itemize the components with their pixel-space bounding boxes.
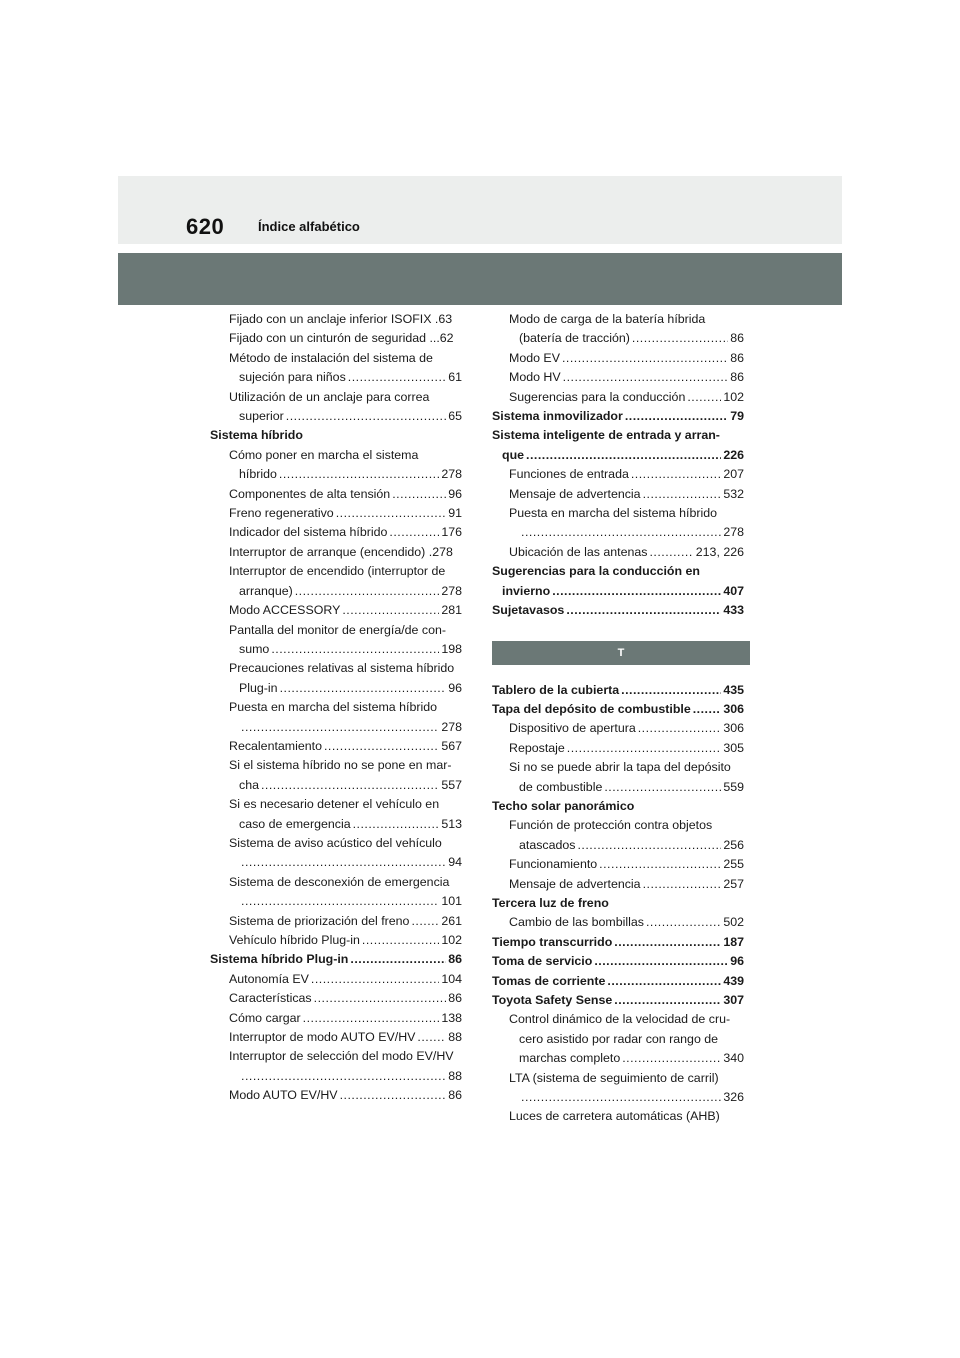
index-entry-text: Función de protección contra objetos bbox=[509, 818, 713, 833]
index-entry-page: 86 bbox=[730, 370, 744, 385]
index-entry-page: 278 bbox=[441, 719, 462, 734]
index-entry-page: 176 bbox=[441, 525, 462, 540]
index-entry-page: 86 bbox=[448, 1088, 462, 1103]
index-entry bbox=[210, 388, 462, 407]
dot-leader bbox=[348, 368, 446, 387]
dot-leader bbox=[566, 601, 721, 620]
index-entry-text: Vehículo híbrido Plug-in bbox=[229, 933, 360, 947]
index-entry bbox=[492, 816, 744, 835]
index-entry bbox=[492, 329, 744, 348]
index-entry bbox=[492, 681, 744, 700]
dot-leader bbox=[563, 368, 729, 387]
index-entry-page: 278 bbox=[723, 525, 744, 540]
index-entry-text: Mensaje de advertencia bbox=[509, 876, 641, 891]
index-entry bbox=[210, 950, 462, 969]
index-entry-page: 61 bbox=[448, 370, 462, 385]
index-column-right bbox=[492, 310, 744, 1127]
dot-leader bbox=[336, 504, 447, 523]
index-entry-text: Techo solar panorámico bbox=[492, 798, 635, 813]
dot-leader bbox=[362, 931, 439, 950]
index-entry bbox=[210, 485, 462, 504]
dot-leader bbox=[521, 523, 721, 542]
index-entry bbox=[492, 1049, 744, 1068]
index-entry-page: 256 bbox=[723, 837, 744, 852]
index-entry bbox=[492, 894, 744, 913]
index-entry-text: Freno regenerativo bbox=[229, 506, 334, 521]
dot-leader bbox=[241, 1067, 446, 1086]
letter-header-t: T bbox=[492, 641, 750, 665]
index-entry bbox=[210, 912, 462, 931]
dot-leader bbox=[295, 582, 440, 601]
index-entry-text: Tercera luz de freno bbox=[492, 895, 609, 910]
index-entry bbox=[492, 407, 744, 426]
index-entry-text: Toyota Safety Sense bbox=[492, 993, 613, 1007]
index-entry-text: Utilización de un anclaje para correa bbox=[229, 389, 430, 404]
index-entry bbox=[210, 329, 462, 348]
index-entry bbox=[492, 972, 744, 991]
index-entry-page: 207 bbox=[723, 467, 744, 482]
index-entry bbox=[492, 1030, 744, 1049]
index-entry bbox=[492, 1107, 744, 1126]
index-entry-text: superior bbox=[239, 409, 284, 424]
index-entry-page: 94 bbox=[448, 855, 462, 870]
index-entry bbox=[210, 679, 462, 698]
index-entry-text: de combustible bbox=[519, 779, 603, 794]
dot-leader bbox=[622, 1049, 721, 1068]
dot-leader bbox=[649, 543, 693, 562]
index-entry bbox=[492, 349, 744, 368]
index-entry-text: LTA (sistema de seguimiento de carril) bbox=[509, 1070, 719, 1085]
index-entry-text: atascados bbox=[519, 837, 576, 852]
index-entry bbox=[210, 504, 462, 523]
dot-leader bbox=[271, 640, 439, 659]
index-entry-page: 257 bbox=[723, 876, 744, 891]
index-entry-text: Sistema inteligente de entrada y arran- bbox=[492, 428, 720, 443]
index-entry bbox=[210, 601, 462, 620]
index-entry-page: 102 bbox=[723, 389, 744, 404]
dot-leader bbox=[643, 485, 722, 504]
index-entry bbox=[210, 621, 462, 640]
index-entry-page: 213, 226 bbox=[695, 544, 744, 559]
index-entry bbox=[210, 1028, 462, 1047]
index-entry bbox=[210, 970, 462, 989]
index-entry-text: Funciones de entrada bbox=[509, 467, 629, 482]
index-entry-page: 187 bbox=[723, 934, 744, 949]
dot-leader bbox=[261, 776, 439, 795]
index-entry-page: 557 bbox=[441, 777, 462, 792]
index-entry-text: Mensaje de advertencia bbox=[509, 486, 641, 501]
index-entry-text: Modo de carga de la batería híbrida bbox=[509, 312, 706, 326]
index-group-s bbox=[492, 310, 744, 621]
index-entry-text: (batería de tracción) bbox=[519, 331, 630, 346]
index-entry-page: 88 bbox=[448, 1068, 462, 1083]
index-entry-page: 278 bbox=[441, 583, 462, 598]
dot-leader bbox=[389, 523, 439, 542]
index-entry-text: híbrido bbox=[239, 467, 277, 482]
index-entry-text: Características bbox=[229, 991, 312, 1006]
index-entry bbox=[210, 543, 462, 562]
index-entry bbox=[492, 778, 744, 797]
index-entry-text: Recalentamiento bbox=[229, 738, 322, 753]
index-entry-text: Método de instalación del sistema de bbox=[229, 350, 433, 365]
index-entry-page: 88 bbox=[448, 1030, 462, 1045]
index-entry-text: sujeción para niños bbox=[239, 370, 346, 385]
index-entry-page: 306 bbox=[723, 701, 744, 716]
index-entry-text: Modo HV bbox=[509, 370, 561, 385]
index-entry bbox=[492, 1010, 744, 1029]
index-column-left bbox=[210, 310, 462, 1106]
index-entry bbox=[492, 601, 744, 620]
index-entry-text: Modo EV bbox=[509, 350, 560, 365]
index-entry-page: 281 bbox=[441, 603, 462, 618]
dark-band bbox=[118, 253, 842, 305]
index-entry bbox=[492, 797, 744, 816]
index-entry-text: Fijado con un anclaje inferior ISOFIX .63 bbox=[229, 312, 453, 326]
dot-leader bbox=[625, 407, 728, 426]
index-entry-page: 433 bbox=[723, 603, 744, 618]
index-entry-page: 226 bbox=[723, 447, 744, 462]
index-entry-text: Si el sistema híbrido no se pone en mar- bbox=[229, 758, 452, 773]
index-entry-text: Cambio de las bombillas bbox=[509, 915, 644, 930]
index-entry bbox=[492, 426, 744, 445]
index-entry bbox=[492, 836, 744, 855]
index-entry bbox=[210, 310, 462, 329]
index-entry-text: invierno bbox=[502, 583, 551, 598]
index-entry bbox=[210, 989, 462, 1008]
dot-leader bbox=[280, 679, 447, 698]
index-entry bbox=[210, 698, 462, 717]
dot-leader bbox=[303, 1009, 440, 1028]
index-entry bbox=[210, 718, 462, 737]
index-entry-text: Dispositivo de apertura bbox=[509, 721, 636, 736]
dot-leader bbox=[392, 485, 446, 504]
dot-leader bbox=[577, 836, 721, 855]
index-entry-page: 502 bbox=[723, 915, 744, 930]
index-entry-text: Sugerencias para la conducción en bbox=[492, 564, 700, 579]
dot-leader bbox=[687, 388, 721, 407]
index-entry-page: 79 bbox=[730, 409, 744, 424]
index-entry-page: 86 bbox=[730, 331, 744, 346]
index-entry-text: Modo ACCESSORY bbox=[229, 603, 341, 618]
page-number: 620 bbox=[186, 214, 225, 239]
dot-leader bbox=[632, 329, 728, 348]
section-title: Índice alfabético bbox=[258, 219, 360, 234]
index-entry-text: Ubicación de las antenas bbox=[509, 544, 648, 559]
index-entry-text: cha bbox=[239, 777, 259, 792]
index-entry-page: 86 bbox=[730, 350, 744, 365]
index-entry-text: Interruptor de arranque (encendido) .278 bbox=[229, 544, 453, 559]
index-entry bbox=[210, 795, 462, 814]
index-entry-text: Sistema de priorización del freno bbox=[229, 913, 410, 928]
index-entry-text: Sujetavasos bbox=[492, 603, 565, 618]
index-entry-text: que bbox=[502, 447, 525, 462]
index-entry bbox=[210, 931, 462, 950]
index-entry bbox=[210, 659, 462, 678]
index-entry-page: 435 bbox=[723, 682, 744, 697]
index-entry bbox=[210, 834, 462, 853]
index-entry bbox=[210, 873, 462, 892]
index-entry bbox=[492, 310, 744, 329]
index-entry-text: caso de emergencia bbox=[239, 816, 351, 831]
dot-leader bbox=[567, 739, 722, 758]
index-entry-page: 340 bbox=[723, 1051, 744, 1066]
index-entry bbox=[210, 1086, 462, 1105]
header-band bbox=[118, 176, 842, 244]
index-entry-text: Fijado con un cinturón de seguridad ...62 bbox=[229, 331, 454, 346]
index-entry-page: 278 bbox=[441, 467, 462, 482]
index-entry bbox=[210, 1009, 462, 1028]
index-entry-page: 326 bbox=[723, 1090, 744, 1105]
index-entry-page: 96 bbox=[730, 954, 744, 969]
index-entry bbox=[492, 543, 744, 562]
index-entry bbox=[210, 349, 462, 368]
index-entry bbox=[492, 465, 744, 484]
index-entry-page: 198 bbox=[441, 641, 462, 656]
index-entry bbox=[210, 407, 462, 426]
dot-leader bbox=[241, 892, 439, 911]
index-entry-text: Sistema híbrido bbox=[210, 428, 303, 443]
dot-leader bbox=[286, 407, 446, 426]
index-entry bbox=[210, 426, 462, 445]
index-entry-text: Cómo cargar bbox=[229, 1010, 301, 1025]
index-entry-text: Tablero de la cubierta bbox=[492, 682, 620, 697]
dot-leader bbox=[562, 349, 728, 368]
dot-leader bbox=[279, 465, 439, 484]
index-entry bbox=[492, 485, 744, 504]
index-entry bbox=[492, 388, 744, 407]
index-entry-text: Cómo poner en marcha el sistema bbox=[229, 447, 419, 462]
dot-leader bbox=[411, 912, 439, 931]
index-entry-text: Si es necesario detener el vehículo en bbox=[229, 797, 440, 812]
index-entry-text: Tiempo transcurrido bbox=[492, 934, 613, 949]
index-entry bbox=[210, 1047, 462, 1066]
index-entry bbox=[492, 719, 744, 738]
index-entry-text: Control dinámico de la velocidad de cru- bbox=[509, 1012, 731, 1027]
dot-leader bbox=[631, 465, 721, 484]
index-entry-text: Luces de carretera automáticas (AHB) bbox=[509, 1109, 720, 1124]
index-entry-page: 305 bbox=[723, 740, 744, 755]
dot-leader bbox=[324, 737, 439, 756]
index-entry bbox=[492, 582, 744, 601]
index-entry bbox=[492, 991, 744, 1010]
index-entry-text: Tapa del depósito de combustible bbox=[492, 701, 691, 716]
index-entry-page: 567 bbox=[441, 738, 462, 753]
index-entry bbox=[210, 446, 462, 465]
dot-leader bbox=[594, 952, 728, 971]
index-entry-text: Sugerencias para la conducción bbox=[509, 389, 686, 404]
dot-leader bbox=[350, 950, 446, 969]
index-entry-page: 104 bbox=[441, 971, 462, 986]
index-entry-text: Componentes de alta tensión bbox=[229, 486, 391, 501]
index-entry-page: 307 bbox=[723, 993, 744, 1007]
index-entry bbox=[210, 368, 462, 387]
dot-leader bbox=[638, 719, 722, 738]
index-entry bbox=[492, 1088, 744, 1107]
dot-leader bbox=[599, 855, 721, 874]
index-entry-text: marchas completo bbox=[519, 1051, 621, 1066]
index-entry-text: Plug-in bbox=[239, 680, 278, 695]
index-entry bbox=[492, 913, 744, 932]
index-entry bbox=[492, 504, 744, 523]
index-entry-text: Modo AUTO EV/HV bbox=[229, 1088, 338, 1103]
dot-leader bbox=[646, 913, 721, 932]
index-entry-text: Pantalla del monitor de energía/de con- bbox=[229, 622, 446, 637]
index-entry-page: 513 bbox=[441, 816, 462, 831]
index-entry bbox=[210, 853, 462, 872]
index-entry-text: Funcionamiento bbox=[509, 857, 598, 872]
index-entry-text: Tomas de corriente bbox=[492, 973, 606, 988]
index-entry-text: Puesta en marcha del sistema híbrido bbox=[509, 506, 717, 521]
index-entry-page: 255 bbox=[723, 857, 744, 872]
index-entry-text: Interruptor de modo AUTO EV/HV bbox=[229, 1030, 416, 1045]
index-entry bbox=[210, 737, 462, 756]
index-entry-text: Puesta en marcha del sistema híbrido bbox=[229, 700, 437, 715]
index-entry bbox=[492, 875, 744, 894]
index-entry bbox=[492, 562, 744, 581]
index-entry-text: Sistema de aviso acústico del vehículo bbox=[229, 835, 442, 850]
index-entry bbox=[492, 523, 744, 542]
index-entry-text: Repostaje bbox=[509, 740, 565, 755]
index-entry-text: sumo bbox=[239, 641, 270, 656]
index-entry bbox=[492, 446, 744, 465]
index-entry-text: Indicador del sistema híbrido bbox=[229, 525, 388, 540]
dot-leader bbox=[607, 972, 721, 991]
dot-leader bbox=[241, 853, 446, 872]
index-entry-page: 91 bbox=[448, 506, 462, 521]
index-entry-text: Interruptor de selección del modo EV/HV bbox=[229, 1049, 454, 1064]
index-entry-page: 96 bbox=[448, 486, 462, 501]
index-entry-page: 65 bbox=[448, 409, 462, 424]
index-entry-page: 306 bbox=[723, 721, 744, 736]
dot-leader bbox=[693, 700, 722, 719]
index-entry bbox=[210, 523, 462, 542]
dot-leader bbox=[353, 815, 440, 834]
index-group-t bbox=[492, 681, 744, 1127]
index-entry-text: Sistema inmovilizador bbox=[492, 409, 623, 424]
index-entry-text: Toma de servicio bbox=[492, 954, 593, 969]
index-entry-page: 261 bbox=[441, 913, 462, 928]
index-entry bbox=[492, 855, 744, 874]
index-entry-page: 86 bbox=[448, 991, 462, 1006]
index-entry-page: 96 bbox=[448, 680, 462, 695]
dot-leader bbox=[521, 1088, 721, 1107]
dot-leader bbox=[311, 970, 439, 989]
dot-leader bbox=[417, 1028, 446, 1047]
dot-leader bbox=[614, 933, 721, 952]
dot-leader bbox=[552, 582, 721, 601]
index-entry-page: 559 bbox=[723, 779, 744, 794]
dot-leader bbox=[526, 446, 721, 465]
dot-leader bbox=[241, 718, 439, 737]
index-entry-page: 102 bbox=[441, 933, 462, 947]
dot-leader bbox=[342, 601, 439, 620]
index-entry bbox=[210, 892, 462, 911]
index-entry bbox=[492, 933, 744, 952]
index-entry-text: Precauciones relativas al sistema híbrido bbox=[229, 661, 455, 676]
index-entry bbox=[492, 952, 744, 971]
index-entry bbox=[492, 700, 744, 719]
index-entry-text: Autonomía EV bbox=[229, 971, 309, 986]
index-entry bbox=[492, 739, 744, 758]
index-entry bbox=[210, 815, 462, 834]
dot-leader bbox=[643, 875, 722, 894]
index-entry bbox=[210, 1067, 462, 1086]
index-entry bbox=[210, 640, 462, 659]
index-entry-page: 86 bbox=[448, 952, 462, 967]
index-entry bbox=[492, 1069, 744, 1088]
index-entry bbox=[210, 776, 462, 795]
index-entry-page: 407 bbox=[723, 583, 744, 598]
index-entry bbox=[492, 758, 744, 777]
index-entry-page: 439 bbox=[723, 973, 744, 988]
dot-leader bbox=[340, 1086, 447, 1105]
index-entry-text: Si no se puede abrir la tapa del depósito bbox=[509, 760, 731, 775]
index-entry-text: Sistema de desconexión de emergencia bbox=[229, 874, 450, 889]
index-entry-page: 532 bbox=[723, 486, 744, 501]
dot-leader bbox=[614, 991, 721, 1010]
index-entry bbox=[492, 368, 744, 387]
index-entry bbox=[210, 756, 462, 775]
index-entry-text: Sistema híbrido Plug-in bbox=[210, 952, 349, 967]
index-entry-text: arranque) bbox=[239, 583, 293, 598]
index-entry bbox=[210, 465, 462, 484]
index-entry bbox=[210, 582, 462, 601]
index-entry-page: 138 bbox=[441, 1010, 462, 1025]
dot-leader bbox=[604, 778, 721, 797]
index-entry-text: cero asistido por radar con rango de bbox=[519, 1031, 719, 1046]
index-entry-page: 101 bbox=[441, 894, 462, 909]
dot-leader bbox=[621, 681, 721, 700]
index-entry bbox=[210, 562, 462, 581]
index-entry-text: Interruptor de encendido (interruptor de bbox=[229, 564, 446, 579]
dot-leader bbox=[314, 989, 447, 1008]
